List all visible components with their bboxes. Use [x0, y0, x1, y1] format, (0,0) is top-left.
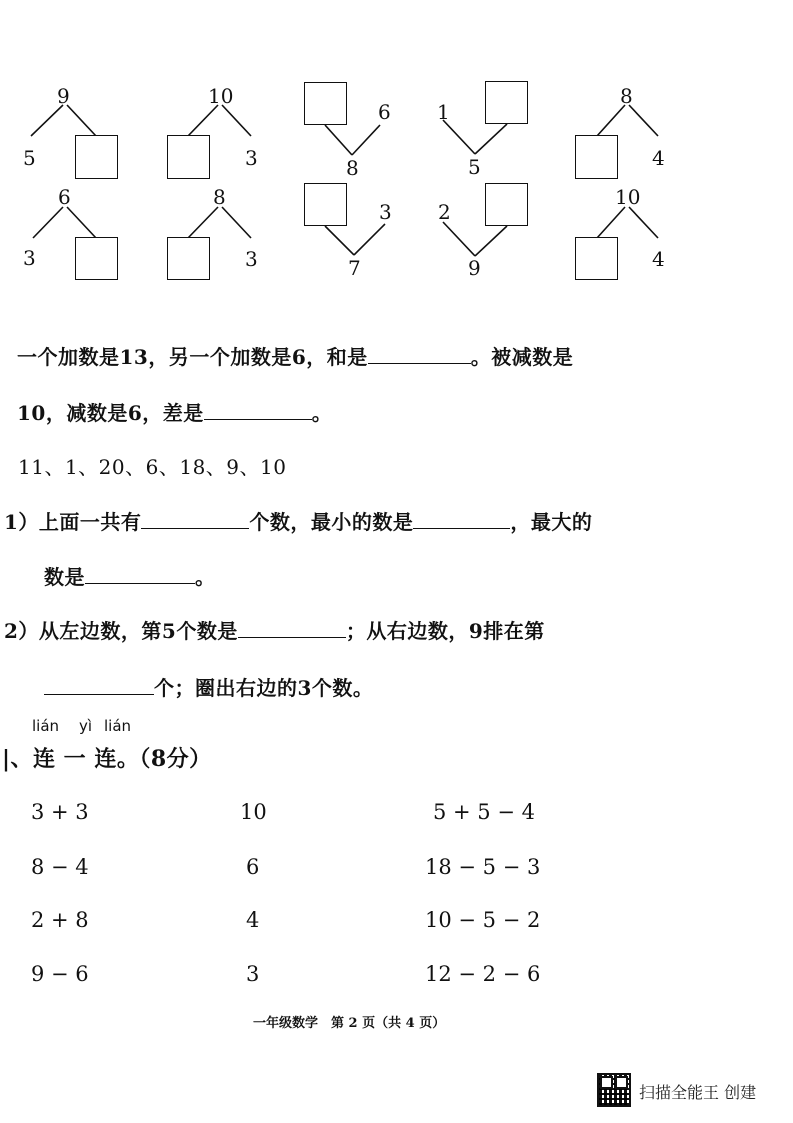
- add-question-line1: [17, 341, 573, 370]
- bond-2-2-right: 3: [245, 247, 258, 271]
- answer-box[interactable]: [485, 81, 528, 124]
- match-middle-4[interactable]: 3: [246, 962, 260, 986]
- number-sequence: 11、1、20、6、18、9、10: [18, 455, 287, 479]
- seq-question-1-cont: [44, 561, 216, 590]
- qr-code-icon: [597, 1073, 631, 1107]
- question-text: ；从右边数，9排在第: [345, 619, 545, 643]
- match-left-4[interactable]: 9 − 6: [31, 962, 89, 986]
- answer-blank-fifth[interactable]: [238, 619, 346, 638]
- question-text: 1）上面一共有: [4, 510, 142, 534]
- question-text: 个数，最小的数是: [249, 510, 414, 534]
- bond-2-2-top: 8: [213, 185, 226, 209]
- match-left-1[interactable]: 3 + 3: [31, 800, 89, 824]
- question-text: 。: [195, 565, 216, 589]
- section-title: |、连 一 连。（8分）: [2, 746, 212, 772]
- match-middle-1[interactable]: 10: [240, 800, 267, 824]
- add-question-line2: [17, 397, 332, 426]
- bond-1-1-top: 9: [57, 84, 70, 108]
- bond-2-3-bottom: 7: [348, 256, 361, 280]
- match-right-1[interactable]: 5 + 5 − 4: [433, 800, 535, 824]
- bond-1-5-right: 4: [652, 146, 665, 170]
- bond-1-2-right: 3: [245, 146, 258, 170]
- bond-1-3-side: 6: [378, 100, 391, 124]
- seq-question-2: [4, 615, 545, 644]
- match-middle-2[interactable]: 6: [246, 855, 260, 879]
- answer-blank-position[interactable]: [44, 676, 154, 695]
- bond-2-5-right: 4: [652, 247, 665, 271]
- match-middle-3[interactable]: 4: [246, 908, 260, 932]
- number-bond-lines: [0, 0, 793, 300]
- bond-1-4-side: 1: [437, 100, 450, 124]
- answer-box[interactable]: [167, 237, 210, 280]
- bond-1-1-left: 5: [23, 146, 36, 170]
- question-text: 个；圈出右边的3个数。: [154, 676, 374, 700]
- question-text: 10，减数是6，差是: [17, 401, 204, 425]
- match-right-2[interactable]: 18 − 5 − 3: [425, 855, 541, 879]
- answer-box[interactable]: [304, 82, 347, 125]
- bond-2-1-top: 6: [58, 185, 71, 209]
- answer-box[interactable]: [75, 237, 118, 280]
- answer-blank-count[interactable]: [141, 510, 249, 529]
- match-right-3[interactable]: 10 − 5 − 2: [425, 908, 541, 932]
- match-right-4[interactable]: 12 − 2 − 6: [425, 962, 541, 986]
- answer-box[interactable]: [167, 135, 210, 179]
- bond-2-1-left: 3: [23, 246, 36, 270]
- pinyin-lian-2: lián: [104, 717, 132, 735]
- bond-2-5-top: 10: [615, 185, 641, 209]
- scanner-watermark: 扫描全能王 创建: [639, 1083, 757, 1102]
- seq-question-1: [4, 506, 592, 535]
- question-text: 。被减数是: [470, 345, 574, 369]
- bond-2-3-side: 3: [379, 200, 392, 224]
- answer-blank-difference[interactable]: [204, 401, 312, 420]
- page-footer: 一年级数学 第 2 页（共 4 页）: [253, 1016, 446, 1031]
- question-text: 一个加数是13，另一个加数是6，和是: [17, 345, 368, 369]
- match-left-2[interactable]: 8 − 4: [31, 855, 89, 879]
- bond-2-4-side: 2: [438, 200, 451, 224]
- bond-1-3-bottom: 8: [346, 156, 359, 180]
- answer-box[interactable]: [485, 183, 528, 226]
- answer-box[interactable]: [75, 135, 118, 179]
- bond-1-2-top: 10: [208, 84, 234, 108]
- answer-blank-sum[interactable]: [368, 345, 471, 364]
- answer-box[interactable]: [304, 183, 347, 226]
- question-text: 2）从左边数，第5个数是: [4, 619, 238, 643]
- bond-1-4-bottom: 5: [468, 155, 481, 179]
- question-text: 。: [311, 401, 333, 425]
- match-left-3[interactable]: 2 + 8: [31, 908, 89, 932]
- pinyin-lian: lián: [32, 717, 60, 735]
- question-text: ，最大的: [510, 510, 593, 534]
- question-text: 数是: [44, 565, 85, 589]
- bond-2-4-bottom: 9: [468, 256, 481, 280]
- answer-box[interactable]: [575, 237, 618, 280]
- answer-blank-max[interactable]: [85, 565, 195, 584]
- answer-blank-min[interactable]: [413, 510, 510, 529]
- bond-1-5-top: 8: [620, 84, 633, 108]
- seq-question-2-cont: [44, 672, 373, 701]
- answer-box[interactable]: [575, 135, 618, 179]
- pinyin-yi: yì: [79, 717, 93, 735]
